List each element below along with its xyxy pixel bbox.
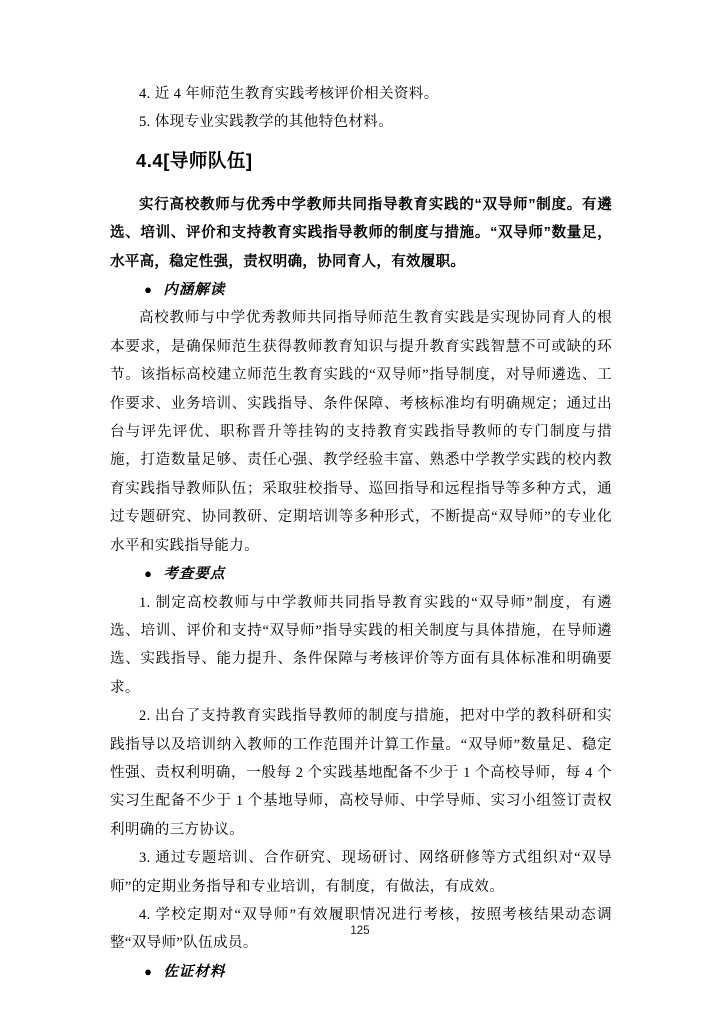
- intro-list-item-5: 5. 体现专业实践教学的其他特色材料。: [139, 114, 394, 131]
- paragraph-connotation: 高校教师与中学优秀教师共同指导师范生教育实践是实现协同育人的根本要求，是确保师范生获得教师教育知识与提升教育实践智慧不可或缺的环节。该指标高校建立师范生教育实践的“双导师”指导制度，对导师遴选、工作要求、业务培训、实践指导、条件保障、考核标准均有明确规定；通过出台与评先评优、职称晋升等挂钩的支持教育实践指导教师的专门制度与措施，打造数量足够、责任心强、教学经验丰富、熟悉中学教学实践的校内教育实践指导教师队伍；采取驻校指导、巡回指导和远程指导等多种方式，通过专题研究、协同教研、定期培训等多种形式，不断提高“双导师”的专业化水平和实践指导能力。: [110, 310, 612, 554]
- key-point-item-4: 4. 学校定期对“双导师”有效履职情况进行考核，按照考核结果动态调整“双导师”队伍成员。: [110, 906, 612, 952]
- bullet-heading-label: 内涵解读: [163, 282, 226, 299]
- page-content: [110, 80, 612, 986]
- key-point-item-1: 1. 制定高校教师与中学教师共同指导教育实践的“双导师”制度，有遴选、培训、评价和支持“双导师”指导实践的相关制度与具体措施，在导师遴选、实践指导、能力提升、条件保障与考核评价等方面有具体标准和明确要求。: [110, 594, 612, 696]
- lead-paragraph: 实行高校教师与优秀中学教师共同指导教育实践的“双导师”制度。有遴选、培训、评价和支持教育实践指导教师的制度与措施。“双导师”数量足，水平高，稳定性强，责权明确，协同育人，有效履职。: [110, 196, 612, 270]
- bullet-heading-connotation: [110, 276, 612, 304]
- bullet-icon: ●: [144, 282, 153, 298]
- bullet-heading-key-points: [110, 560, 612, 588]
- bullet-icon: ●: [144, 566, 153, 582]
- key-point-item-3: 3. 通过专题培训、合作研究、现场研讨、网络研修等方式组织对“双导师”的定期业务指导和专业培训，有制度，有做法，有成效。: [110, 850, 612, 895]
- bullet-heading-label: 考查要点: [163, 566, 226, 583]
- bullet-icon: ●: [144, 963, 153, 979]
- bullet-heading-supporting-materials: [110, 958, 612, 986]
- page-number: 125: [350, 925, 370, 937]
- intro-list-item-4: 4. 近 4 年师范生教育实践考核评价相关资料。: [139, 86, 439, 102]
- section-heading: 4.4[导师队伍]: [136, 149, 253, 171]
- bullet-heading-label: 佐证材料: [163, 963, 226, 980]
- key-point-item-2: 2. 出台了支持教育实践指导教师的制度与措施，把对中学的教科研和实践指导以及培训纳入教师的工作范围并计算工作量。“双导师”数量足、稳定性强、责权利明确，一般每 2 个实践基地配备不少于 1 个高校导师，每 4 个实习生配备不少于 1 个基地导师，高校导师、中学导师、实习小组签订责权利明确的三方协议。: [110, 708, 612, 838]
